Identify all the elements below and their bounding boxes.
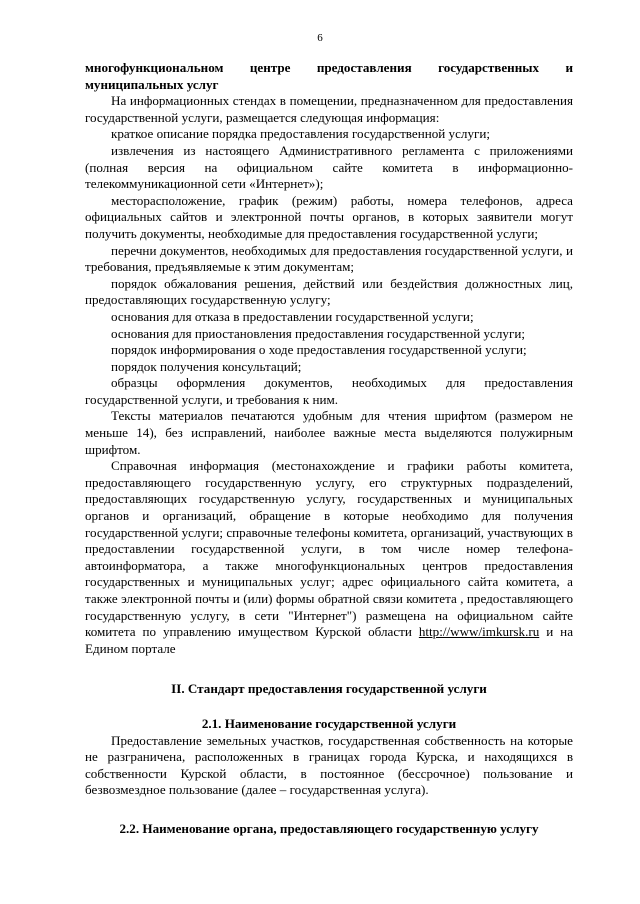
paragraph-fonts: Тексты материалов печатаются удобным для чтения шрифтом (размером не меньше 14), без исправлений, наиболее важные места выделяются полужирным шрифтом.	[85, 408, 573, 457]
list-item: краткое описание порядка предоставления государственной услуги;	[111, 126, 491, 142]
list-item: основания для приостановления предоставления государственной услуги;	[111, 325, 525, 341]
reference-text-tail: и на Едином портале	[85, 624, 574, 656]
reference-text: Справочная информация (местонахождение и графики работы комитета, предоставляющего государственную услугу, его структурных подразделений, предоставляющих государственную услугу, государственных и муниципальных органов и организаций, обращение в которые необходимо для получения государственной услуги; справочные телефоны комитета, организаций, участвующих в предоставлении государственной услуги, в том числе номер телефона-автоинформатора, а также многофункциональных центров предоставления государственных и муниципальных услуг; адрес официального сайта комитета, а также электронной почты и (или) формы обратной связи комитета , предоставляющего государственную услугу, в сети "Интернет") размещена на официальном сайте комитета по управлению имуществом Курской области	[85, 458, 573, 640]
subsection-2-1-text: Предоставление земельных участков, государственная собственность на которые не разграничена, расположенных в границах города Курска, и находящихся в собственности Курской области, в постоянное (бессрочное) пользование и безвозмездное пользование (далее – государственная услуга).	[85, 732, 573, 798]
list-item: порядок получения консультаций;	[111, 358, 302, 374]
page-number: 6	[317, 32, 323, 44]
list-item: перечни документов, необходимых для предоставления государственной услуги, и требования, предъявляемые к этим документам;	[85, 242, 573, 275]
subsection-2-1-title: 2.1. Наименование государственной услуги	[201, 715, 457, 731]
document-body	[85, 60, 573, 838]
list-item: порядок обжалования решения, действий или бездействия должностных лиц, предоставляющих государственную услугу;	[85, 275, 573, 308]
list-item: порядок информирования о ходе предоставления государственной услуги;	[111, 342, 527, 358]
list-item: образцы оформления документов, необходимых для предоставления государственной услуги, и требования к ним.	[85, 375, 573, 407]
subsection-2-2-title: 2.2. Наименование органа, предоставляющего государственную услугу	[119, 820, 539, 836]
list-item: основания для отказа в предоставлении государственной услуги;	[111, 308, 474, 324]
website-link[interactable]: http://www/imkursk.ru	[418, 624, 540, 640]
paragraph-reference-info	[85, 458, 573, 657]
section-ii-title: II. Стандарт предоставления государственной услуги	[171, 681, 487, 697]
list-item: месторасположение, график (режим) работы, номера телефонов, адреса официальных сайтов и электронной почты органов, в которых заявители могут получить документы, необходимые для предоставления государственной услуги;	[85, 192, 573, 241]
intro-heading: многофункциональном центре предоставления государственных и муниципальных услуг	[85, 60, 573, 92]
list-item: извлечения из настоящего Административного регламента с приложениями (полная версия на официальном сайте комитета в информационно-телекоммуникационной сети «Интернет»);	[85, 142, 573, 192]
paragraph-stands-intro: На информационных стендах в помещении, предназначенном для предоставления государственной услуги, размещается следующая информация:	[85, 93, 573, 125]
